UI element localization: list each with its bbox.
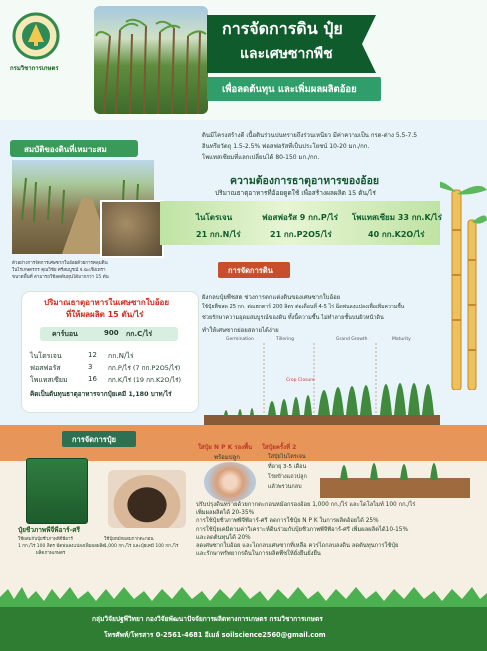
nutrient-need-value-2: 21 กก.P2O5/ไร่ bbox=[270, 230, 332, 239]
npk-sublabel: พร้อมปลูก bbox=[214, 454, 240, 461]
growth-stage-3: Grand Growth bbox=[336, 337, 368, 342]
soil-mgmt-line2: ใช้ปุ๋ยพืชสด 25 กก. ต่อเฮกตาร์ 200 ลิตร ต่อเดือนที่ 4-5 ไร่ ฉีดพ่นลงแปลงเพื่อเพิ่มความชื้น bbox=[202, 304, 405, 310]
residue-row-name-1: ไนโตรเจน bbox=[30, 352, 62, 360]
bullet-item: และรักษาทรัพยากรดินในการผลิตพืชให้ยั่งยืนยั่งยืน bbox=[196, 551, 321, 558]
residue-caption-line2: ในไร่เกษตรกร คุณวิชัย ศรีสมบูรณ์ จ.ฉะเชิงเทรา bbox=[12, 268, 106, 273]
section-heading-soil-mgmt: การจัดการดิน bbox=[228, 266, 273, 275]
nutrient-need-name-2: ฟอสฟอรัส 9 กก.P/ไร่ bbox=[262, 213, 338, 222]
sugarcane-illustration bbox=[440, 180, 487, 390]
second-application-line1: ใส่ปุ๋ยไนโตรเจน bbox=[268, 454, 306, 460]
carbon-unit: กก.C/ไร่ bbox=[126, 330, 153, 338]
org-label: กรมวิชาการเกษตร bbox=[10, 65, 59, 72]
residue-cost-total: คิดเป็นต้นทุนธาตุอาหารจากปุ๋ยเคมี 1,180 บาท/ไร่ bbox=[30, 390, 172, 398]
residue-row-value-1: 12 bbox=[88, 351, 97, 359]
bullet-item: เพิ่มผลผลิตได้ 20-35% bbox=[196, 510, 255, 517]
residue-row-name-3: โพแทสเซียม bbox=[30, 376, 68, 384]
residue-row-value-2: 3 bbox=[88, 363, 93, 371]
nutrient-need-title: ความต้องการธาตุอาหารของอ้อย bbox=[230, 175, 380, 187]
soil-mgmt-line1: ฝังกลบปุ๋ยพืชสด ช่วงการตกแต่งดินของเศษซากใบอ้อย bbox=[202, 294, 341, 301]
carbon-value: 900 bbox=[104, 329, 119, 337]
product-label-line3: 1 กก./ไร่ 100 ลิตร ฉีดพ่นลงแปลงเพิ่มผลผลิต bbox=[18, 544, 106, 549]
residue-row-unit-2: กก.P/ไร่ (7 กก.P2O5/ไร่) bbox=[108, 364, 181, 372]
nutrient-need-name-1: ไนโตรเจน bbox=[196, 213, 233, 222]
page-title-line1: การจัดการดิน ปุ๋ย bbox=[222, 19, 343, 38]
page-title-line2: และเศษซากพืช bbox=[240, 46, 333, 62]
second-application-line4: แล้วพรวนกลบ bbox=[268, 484, 302, 490]
growth-stage-2: Tillering bbox=[276, 337, 294, 342]
soil-mgmt-line3: ช่วยรักษาความอุดมสมบูรณ์ของดิน ทั้งนี้ความชื้น ไม่ทำลายชั้นบนผิวหน้าดิน bbox=[202, 315, 384, 321]
nutrient-need-name-3: โพแทสเซียม 33 กก.K/ไร่ bbox=[352, 213, 442, 222]
bullet-item: ลดเศษซากใบอ้อย และไถกลบเศษซากที่เหลือ ควรไถกลบลงดิน ลดต้นทุนการใช้ปุ๋ย bbox=[196, 543, 399, 550]
growth-stage-1: Germination bbox=[226, 337, 254, 342]
bullet-item: ปรับปรุงดินทรายด้วยกากตะกอนหม้อกรองอ้อย 1,000 กก./ไร่ และโดโลไมท์ 100 กก./ไร่ bbox=[196, 502, 416, 508]
growth-stage-diagram bbox=[204, 335, 440, 425]
nutrient-need-value-1: 21 กก.N/ไร่ bbox=[196, 230, 241, 239]
npk-label: ใส่ปุ๋ย N P K รองพื้น bbox=[198, 444, 253, 451]
sugarcane-photo bbox=[94, 6, 208, 114]
fertilizer-bullet-list bbox=[196, 502, 476, 560]
residue-closeup-photo bbox=[100, 200, 164, 258]
residue-caption-line1: ตัวอย่างการจัดการเศษซากใบอ้อยด้วยการคลุมดิน bbox=[12, 261, 108, 266]
bullet-item: และลดต้นทุนได้ 20% bbox=[196, 534, 251, 541]
biofertilizer-package-image bbox=[26, 458, 88, 524]
second-application-label: ใส่ปุ๋ยครั้งที่ 2 bbox=[262, 444, 297, 451]
residue-row-unit-3: กก.K/ไร่ (19 กก.K2O/ไร่) bbox=[108, 376, 182, 384]
doa-logo bbox=[8, 12, 64, 64]
soil-props-line2: อินทรียวัตถุ 1.5-2.5% ฟอสฟอรัสที่เป็นประโยชน์ 10-20 มก./กก. bbox=[202, 143, 370, 150]
soil-mgmt-line4: ทำให้เศษซากย่อยสลายได้ง่าย bbox=[202, 327, 279, 334]
title-banner-ribbon bbox=[362, 15, 376, 73]
residue-row-name-2: ฟอสฟอรัส bbox=[30, 364, 61, 372]
second-application-line2: ที่อายุ 3-5 เดือน bbox=[268, 464, 307, 470]
footer-line1: กลุ่มวิจัยปฐพีวิทยา กองวิจัยพัฒนาปัจจัยการผลิตทางการเกษตร กรมวิชาการเกษตร bbox=[92, 615, 323, 623]
footer-line2: โทรศัพท์/โทรสาร 0-2561-4681 อีเมล์ soilscience2560@gmail.com bbox=[104, 631, 326, 639]
residue-row-unit-1: กก.N/ไร่ bbox=[108, 352, 134, 360]
npk-granules-image bbox=[204, 462, 256, 502]
product-label-line4: ผลิตภาพเกษตร bbox=[36, 551, 66, 556]
nutrient-need-value-3: 40 กก.K2O/ไร่ bbox=[368, 230, 425, 239]
residue-row-value-3: 16 bbox=[88, 375, 97, 383]
residue-box-title-1: ปริมาณธาตุอาหารในเศษซากใบอ้อย bbox=[44, 298, 169, 307]
bullet-item: การใช้ปุ๋ยชีวภาพพีจีพีอาร์-ศรี ลดการใช้ปุ๋ย N P K ในการผลิตอ้อยได้ 25% bbox=[196, 518, 379, 525]
crop-closure-label: Crop Closure bbox=[286, 378, 315, 383]
product-label-line1: ปุ๋ยชีวภาพพีจีพีอาร์-ศรี bbox=[18, 526, 80, 534]
compost-caption-line2: 1,000 กก./ไร่ และปุ๋ยเคมี 100 กก./ไร่ bbox=[104, 544, 179, 549]
residue-box-title-2: ที่ให้ผลผลิต 15 ตัน/ไร่ bbox=[66, 310, 144, 319]
residue-caption-line3: ขนาดพื้นที่ สามารถใช้ลดต้นทุนได้มากกว่า 15 ตัน bbox=[12, 275, 109, 280]
planting-row-illustration bbox=[320, 440, 470, 498]
bullet-item: การใช้ปุ๋ยเคมีตามค่าวิเคราะห์ดินร่วมกับปุ๋ยชีวภาพพีจีพีอาร์-ศรี เพิ่มผลผลิตได้10-15% bbox=[196, 526, 408, 533]
compost-caption-line1: ใช้ปุ๋ยหมักผสมกากตะกอน bbox=[104, 537, 154, 542]
compost-hands-image bbox=[108, 470, 186, 528]
product-label-line2: ใช้ผสมกับปุ๋ยชีวภาพพีจีพีอาร์ bbox=[18, 537, 73, 542]
section-heading-soil: สมบัติของดินที่เหมาะสม bbox=[24, 145, 107, 154]
growth-stage-4: Maturity bbox=[392, 337, 411, 342]
section-heading-fert: การจัดการปุ๋ย bbox=[72, 435, 116, 444]
carbon-label: คาร์บอน bbox=[52, 330, 78, 338]
nutrient-need-subtitle: ปริมาณธาตุอาหารที่อ้อยดูดใช้ เพื่อสร้างผลผลิต 15 ตัน/ไร่ bbox=[215, 189, 376, 197]
grass-border bbox=[0, 585, 487, 607]
soil-props-line1: ดินมีโครงสร้างดี เนื้อดินร่วนปนทรายถึงร่วนเหนียว มีค่าความเป็น กรด-ด่าง 5.5-7.5 bbox=[202, 132, 418, 139]
page-subtitle: เพื่อลดต้นทุน และเพิ่มผลผลิตอ้อย bbox=[222, 84, 357, 95]
soil-props-line3: โพแทสเซียมที่แลกเปลี่ยนได้ 80-150 มก./กก. bbox=[202, 154, 320, 161]
second-application-line3: โรยข้างแถวปลูก bbox=[268, 474, 307, 480]
